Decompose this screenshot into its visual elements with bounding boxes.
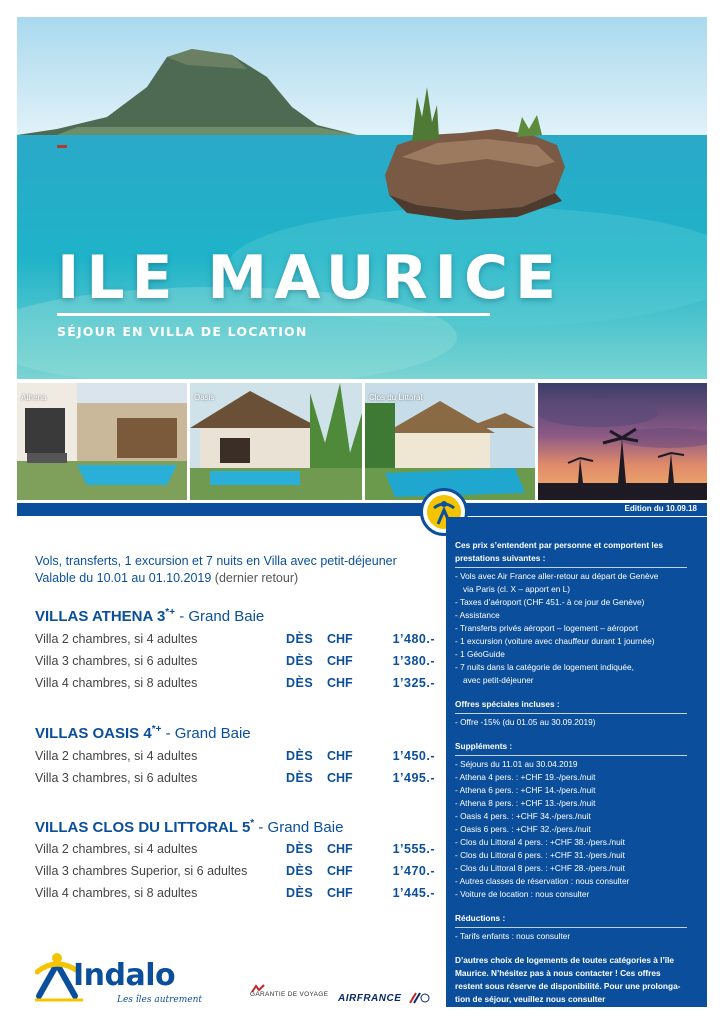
section-stars: *+ (151, 724, 162, 735)
supplements-heading: Suppléments : (455, 741, 513, 751)
offer-item: - Offre -15% (du 01.05 au 30.09.2019) (455, 717, 596, 727)
price-currency: CHF (327, 864, 353, 878)
supplement-item: - Autres classes de réservation : nous consulter (455, 876, 630, 886)
price-desc: Villa 2 chambres, si 4 adultes (35, 632, 198, 646)
price-row (35, 749, 435, 767)
price-currency: CHF (327, 632, 353, 646)
thumbnail-label: Athena (21, 393, 47, 402)
thumbnail-sunset (538, 383, 707, 500)
indalo-tagline: Les îles autrement (117, 995, 203, 1005)
divider (455, 755, 687, 756)
price-currency: CHF (327, 676, 353, 690)
reduction-item: - Tarifs enfants : nous consulter (455, 931, 571, 941)
price-prefix: DÈS (286, 771, 314, 785)
price-amount: 1’555.- (392, 842, 435, 856)
divider (455, 713, 687, 714)
indalo-logo (35, 950, 203, 1010)
airfrance-stripe-icon (408, 991, 430, 1005)
price-prefix: DÈS (286, 632, 314, 646)
price-prefix: DÈS (286, 842, 314, 856)
villa-photo-strip (17, 383, 707, 500)
price-prefix: DÈS (286, 864, 314, 878)
section-name: VILLAS OASIS 4 (35, 725, 152, 742)
thumbnail-clos-du-littoral (365, 383, 535, 500)
divider (455, 927, 687, 928)
included-item: - Transferts privés aéroport – logement – aéroport (455, 623, 639, 633)
validity-dates: Valable du 10.01 au 01.10.2019 (35, 571, 212, 585)
price-desc: Villa 2 chambres, si 4 adultes (35, 749, 198, 763)
section-name: VILLAS CLOS DU LITTORAL 5 (35, 819, 251, 836)
supplement-item: - Oasis 6 pers. : +CHF 32.-/pers./nuit (455, 824, 591, 834)
price-row (35, 676, 435, 694)
hero-subtitle: SÉJOUR EN VILLA DE LOCATION (57, 324, 308, 339)
section-title-oasis (35, 724, 251, 742)
supplement-item: - Oasis 4 pers. : +CHF 34.-/pers./nuit (455, 811, 591, 821)
reductions-heading: Réductions : (455, 913, 506, 923)
thumbnail-label: Clos du Littoral (369, 393, 423, 402)
section-name: VILLAS ATHENA 3 (35, 608, 166, 625)
oasis-photo (190, 383, 362, 500)
section-title-clos-du-littoral (35, 818, 343, 836)
supplement-item: - Voiture de location : nous consulter (455, 889, 590, 899)
supplement-item: - Clos du Littoral 6 pers. : +CHF 31.-/pers./nuit (455, 850, 625, 860)
price-prefix: DÈS (286, 886, 314, 900)
included-item: - 1 excursion (voiture avec chauffeur durant 1 journée) (455, 636, 655, 646)
price-amount: 1’495.- (392, 771, 435, 785)
price-prefix: DÈS (286, 749, 314, 763)
garantie-de-voyage: GARANTIE DE VOYAGE (250, 991, 329, 998)
price-amount: 1’445.- (392, 886, 435, 900)
closing-note: D’autres choix de logements de toutes catégories à l’île (455, 955, 675, 965)
section-stars: * (250, 818, 255, 829)
price-row (35, 864, 435, 882)
price-currency: CHF (327, 771, 353, 785)
sunset-photo (538, 383, 707, 500)
section-location: - Grand Baie (161, 725, 251, 742)
validity-note: (dernier retour) (214, 571, 299, 585)
supplement-item: - Athena 6 pers. : +CHF 14.-/pers./nuit (455, 785, 596, 795)
supplement-item: - Clos du Littoral 8 pers. : +CHF 28.-/pers./nuit (455, 863, 625, 873)
supplement-item: - Séjours du 11.01 au 30.04.2019 (455, 759, 578, 769)
price-amount: 1’450.- (392, 749, 435, 763)
hero-image (17, 17, 707, 379)
airfrance-logo: AIRFRANCE (338, 993, 402, 1004)
edition-bar (17, 503, 707, 516)
price-amount: 1’380.- (392, 654, 435, 668)
closing-note: tion de séjour, veuillez nous consulter (455, 994, 606, 1004)
price-desc: Villa 2 chambres, si 4 adultes (35, 842, 198, 856)
intro-line-2 (35, 571, 298, 585)
price-desc: Villa 4 chambres, si 8 adultes (35, 676, 198, 690)
included-item: via Paris (cl. X – apport en L) (463, 584, 570, 594)
section-stars: *+ (165, 607, 176, 618)
edition-date: Edition du 10.09.18 (624, 504, 697, 513)
price-amount: 1’480.- (392, 632, 435, 646)
price-currency: CHF (327, 886, 353, 900)
thumbnail-label: Oasis (194, 393, 215, 402)
thumbnail-oasis (190, 383, 362, 500)
price-amount: 1’470.- (392, 864, 435, 878)
price-prefix: DÈS (286, 676, 314, 690)
supplement-item: - Athena 4 pers. : +CHF 19.-/pers./nuit (455, 772, 596, 782)
section-location: - Grand Baie (175, 608, 265, 625)
hero-title: ILE MAURICE (57, 243, 563, 313)
section-title-athena (35, 607, 264, 625)
price-currency: CHF (327, 654, 353, 668)
price-desc: Villa 4 chambres, si 8 adultes (35, 886, 198, 900)
divider (455, 567, 687, 568)
price-row (35, 886, 435, 904)
section-location: - Grand Baie (254, 819, 344, 836)
price-row (35, 632, 435, 650)
price-prefix: DÈS (286, 654, 314, 668)
supplement-item: - Clos du Littoral 4 pers. : +CHF 38.-/pers./nuit (455, 837, 625, 847)
price-desc: Villa 3 chambres Superior, si 6 adultes (35, 864, 248, 878)
price-row (35, 654, 435, 672)
offers-heading: Offres spéciales incluses : (455, 699, 560, 709)
included-item: - Assistance (455, 610, 500, 620)
price-row (35, 771, 435, 789)
price-desc: Villa 3 chambres, si 6 adultes (35, 771, 198, 785)
included-item: - 1 GéoGuide (455, 649, 505, 659)
included-heading-2: prestations suivantes : (455, 553, 546, 563)
included-heading: Ces prix s’entendent par personne et comportent les (455, 540, 663, 550)
supplement-item: - Athena 8 pers. : +CHF 13.-/pers./nuit (455, 798, 596, 808)
price-row (35, 842, 435, 860)
price-currency: CHF (327, 842, 353, 856)
price-desc: Villa 3 chambres, si 6 adultes (35, 654, 198, 668)
closing-note: Maurice. N’hésitez pas à nous contacter ! Ces offres (455, 968, 661, 978)
included-item: - Vols avec Air France aller-retour au départ de Genève (455, 571, 659, 581)
included-item: - 7 nuits dans la catégorie de logement indiquée, (455, 662, 634, 672)
price-amount: 1’325.- (392, 676, 435, 690)
included-item: - Taxes d’aéroport (CHF 451.- à ce jour de Genève) (455, 597, 645, 607)
price-currency: CHF (327, 749, 353, 763)
intro-line-1: Vols, transferts, 1 excursion et 7 nuits en Villa avec petit-déjeuner (35, 554, 397, 568)
hero-divider (57, 313, 490, 316)
conditions-panel (446, 517, 707, 1007)
closing-note: restent sous réserve de disponibilité. Pour une prolonga- (455, 981, 681, 991)
indalo-brand: Indalo (73, 958, 176, 993)
included-item: avec petit-déjeuner (463, 675, 534, 685)
thumbnail-athena (17, 383, 187, 500)
